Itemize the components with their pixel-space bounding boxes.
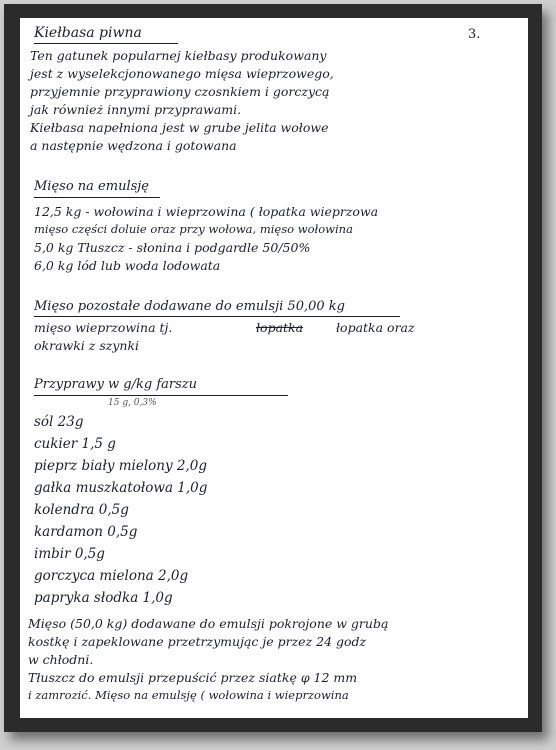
spice-item: papryka słodka 1,0g: [34, 590, 173, 606]
remaining-heading-underline: [34, 316, 400, 317]
page-number: 3.: [468, 27, 481, 42]
spices-note: 15 g, 0,3%: [108, 398, 157, 408]
spice-item: gorczyca mielona 2,0g: [34, 568, 189, 584]
footer-line: w chłodni.: [28, 652, 94, 667]
intro-line: Ten gatunek popularnej kiełbasy produkowany: [30, 48, 327, 63]
spice-item: cukier 1,5 g: [34, 436, 116, 452]
emulsion-heading-underline: [34, 197, 160, 198]
photo-frame: [4, 4, 542, 732]
footer-line: Tłuszcz do emulsji przepuścić przez siatkę φ 12 mm: [28, 670, 358, 685]
footer-line: i zamrozić. Mięso na emulsję ( wołowina i wieprzowina: [28, 688, 349, 702]
intro-line: jak również innymi przyprawami.: [30, 102, 242, 117]
spice-item: imbir 0,5g: [34, 546, 105, 562]
spice-item: sól 23g: [34, 414, 84, 430]
spices-heading-underline: [34, 395, 288, 396]
handwritten-page: [20, 18, 528, 718]
spice-item: pieprz biały mielony 2,0g: [34, 458, 208, 474]
emulsion-line: 6,0 kg lód lub woda lodowata: [34, 258, 221, 273]
struck-word: łopatka: [256, 320, 304, 335]
remaining-line: mięso wieprzowina tj.: [34, 320, 173, 335]
footer-line: kostkę i zapeklowane przetrzymując je przez 24 godz: [28, 634, 367, 649]
emulsion-line: 5,0 kg Tłuszcz - słonina i podgardle 50/50%: [34, 240, 311, 255]
title-underline: [34, 43, 178, 44]
remaining-meat-heading: Mięso pozostałe dodawane do emulsji 50,00 kg: [34, 299, 345, 314]
emulsion-heading: Mięso na emulsję: [34, 179, 149, 194]
intro-line: Kiełbasa napełniona jest w grube jelita wołowe: [30, 120, 329, 135]
intro-line: a następnie wędzona i gotowana: [30, 138, 237, 153]
spice-item: kolendra 0,5g: [34, 502, 129, 518]
spice-item: kardamon 0,5g: [34, 524, 138, 540]
intro-line: jest z wyselekcjonowanego mięsa wieprzowego,: [30, 66, 334, 81]
spices-heading: Przyprawy w g/kg farszu: [34, 377, 198, 392]
intro-line: przyjemnie przyprawiony czosnkiem i gorczycą: [30, 84, 330, 99]
remaining-line: łopatka oraz: [336, 320, 415, 335]
spice-item: gałka muszkatołowa 1,0g: [34, 480, 208, 496]
emulsion-line: mięso części doluie oraz przy wołowa, mięso wołowina: [34, 222, 353, 236]
page-title: Kiełbasa piwna: [34, 25, 142, 41]
remaining-line: okrawki z szynki: [34, 338, 140, 353]
footer-line: Mięso (50,0 kg) dodawane do emulsji pokrojone w grubą: [28, 616, 389, 631]
emulsion-line: 12,5 kg - wołowina i wieprzowina ( łopatka wieprzowa: [34, 204, 379, 219]
